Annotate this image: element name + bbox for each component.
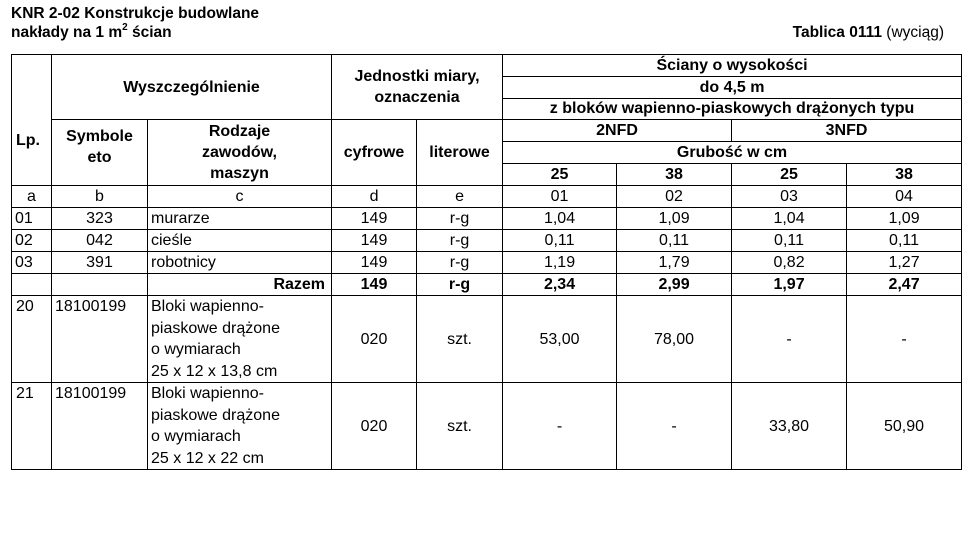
column-letters-row — [12, 186, 962, 208]
value-cell: 50,90 — [847, 383, 962, 470]
nfd3-header: 3NFD — [732, 120, 962, 142]
unit-code-cell: 149 — [332, 274, 417, 296]
value-cell: 1,27 — [847, 252, 962, 274]
value-cell: 0,11 — [617, 230, 732, 252]
thickness-cell: 25 — [732, 164, 847, 186]
norms-table — [11, 54, 962, 470]
thickness-cell: 25 — [503, 164, 617, 186]
value-cell: 0,11 — [732, 230, 847, 252]
symbol-cell: 323 — [52, 208, 148, 230]
value-cell: 1,09 — [617, 208, 732, 230]
lp-cell: 02 — [12, 230, 52, 252]
description-line: piaskowe drążone — [151, 406, 280, 424]
unit-letter-cell: r-g — [417, 252, 503, 274]
labor-row-robotnicy — [12, 252, 962, 274]
value-cell: - — [503, 383, 617, 470]
value-cell: 1,09 — [847, 208, 962, 230]
sciany-header: Ściany o wysokości — [503, 55, 962, 77]
labor-row-ciesle — [12, 230, 962, 252]
table-reference — [793, 23, 944, 42]
letter-cell: 02 — [617, 186, 732, 208]
rodzaje-header: Rodzaje zawodów, maszyn — [148, 120, 332, 186]
value-cell: 1,79 — [617, 252, 732, 274]
labor-row-murarze — [12, 208, 962, 230]
table-number: Tablica 0111 — [792, 24, 882, 41]
lp-cell: 20 — [12, 296, 52, 383]
lp-cell: 21 — [12, 383, 52, 470]
description-line: 25 x 12 x 22 cm — [151, 449, 264, 467]
unit-code-cell: 149 — [332, 252, 417, 274]
total-label: Razem — [148, 274, 332, 296]
letter-cell: a — [12, 186, 52, 208]
occupation-cell: robotnicy — [148, 252, 332, 274]
letter-cell: b — [52, 186, 148, 208]
subtitle-text-end: ścian — [127, 24, 172, 41]
value-cell: - — [847, 296, 962, 383]
wyszczegolnienie-header: Wyszczególnienie — [52, 55, 332, 120]
description-line: piaskowe drążone — [151, 319, 280, 337]
description-line: o wymiarach — [151, 428, 241, 445]
value-cell: 78,00 — [617, 296, 732, 383]
catalog-subtitle — [11, 23, 961, 42]
header-row-1 — [12, 55, 962, 77]
symbol-cell: 18100199 — [52, 296, 148, 383]
symbol-cell: 391 — [52, 252, 148, 274]
description-line: o wymiarach — [151, 341, 241, 358]
value-cell: 1,19 — [503, 252, 617, 274]
value-cell: 53,00 — [503, 296, 617, 383]
lp-header: Lp. — [12, 55, 52, 186]
value-cell: - — [617, 383, 732, 470]
lp-cell: 03 — [12, 252, 52, 274]
value-cell: 33,80 — [732, 383, 847, 470]
symbole-header: Symbole eto — [52, 120, 148, 186]
occupation-cell: murarze — [148, 208, 332, 230]
header-row-5 — [12, 120, 962, 142]
subtitle-text: nakłady na 1 m — [11, 24, 123, 41]
material-description — [148, 296, 332, 383]
thickness-cell: 38 — [617, 164, 732, 186]
catalog-title: KNR 2-02 Konstrukcje budowlane — [11, 5, 260, 22]
unit-letter-cell: r-g — [417, 208, 503, 230]
unit-letter-cell: szt. — [417, 296, 503, 383]
thickness-cell: 38 — [847, 164, 962, 186]
material-row-21 — [12, 383, 962, 470]
total-row — [12, 274, 962, 296]
value-cell: 1,04 — [732, 208, 847, 230]
unit-code-cell: 020 — [332, 383, 417, 470]
unit-code-cell: 149 — [332, 208, 417, 230]
letter-cell: 03 — [732, 186, 847, 208]
total-value-cell: 2,47 — [847, 274, 962, 296]
block-type-header: z bloków wapienno-piaskowych drążonych typu — [503, 99, 962, 120]
value-cell: 1,04 — [503, 208, 617, 230]
symbol-cell: 042 — [52, 230, 148, 252]
lp-cell — [12, 274, 52, 296]
material-description — [148, 383, 332, 470]
unit-letter-cell: r-g — [417, 230, 503, 252]
nfd2-header: 2NFD — [503, 120, 732, 142]
grubosc-header: Grubość w cm — [503, 142, 962, 164]
description-line: 25 x 12 x 13,8 cm — [151, 362, 278, 380]
cyfrowe-header: cyfrowe — [332, 120, 417, 186]
letter-cell: 04 — [847, 186, 962, 208]
description-line: Bloki wapienno- — [151, 385, 264, 402]
unit-letter-cell: r-g — [417, 274, 503, 296]
total-value-cell: 2,34 — [503, 274, 617, 296]
letter-cell: c — [148, 186, 332, 208]
material-row-20 — [12, 296, 962, 383]
height-header: do 4,5 m — [503, 77, 962, 99]
lp-cell: 01 — [12, 208, 52, 230]
value-cell: 0,82 — [732, 252, 847, 274]
letter-cell: e — [417, 186, 503, 208]
value-cell: - — [732, 296, 847, 383]
document-header — [11, 4, 961, 42]
value-cell: 0,11 — [847, 230, 962, 252]
symbol-cell — [52, 274, 148, 296]
jednostki-header: Jednostki miary, oznaczenia — [332, 55, 503, 120]
total-value-cell: 1,97 — [732, 274, 847, 296]
table-reference-note: (wyciąg) — [881, 24, 944, 41]
unit-code-cell: 020 — [332, 296, 417, 383]
occupation-cell: cieśle — [148, 230, 332, 252]
unit-exponent: 2 — [122, 21, 128, 33]
literowe-header: literowe — [417, 120, 503, 186]
letter-cell: d — [332, 186, 417, 208]
unit-letter-cell: szt. — [417, 383, 503, 470]
description-line: Bloki wapienno- — [151, 298, 264, 315]
letter-cell: 01 — [503, 186, 617, 208]
symbol-cell: 18100199 — [52, 383, 148, 470]
value-cell: 0,11 — [503, 230, 617, 252]
total-value-cell: 2,99 — [617, 274, 732, 296]
unit-code-cell: 149 — [332, 230, 417, 252]
